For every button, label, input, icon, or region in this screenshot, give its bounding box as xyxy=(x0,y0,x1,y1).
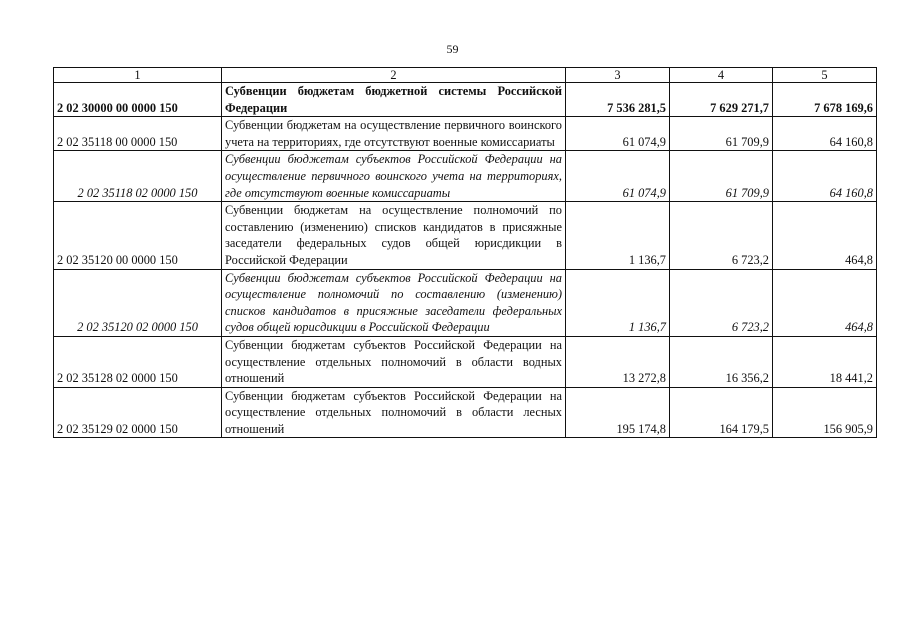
value-col4-cell: 61 709,9 xyxy=(670,117,773,151)
item-name-cell: Субвенции бюджетам на осуществление первичного воинского учета на территориях, где отсутствуют военные комиссариаты xyxy=(222,117,566,151)
column-header: 5 xyxy=(773,68,877,83)
value-col5-cell: 7 678 169,6 xyxy=(773,83,877,117)
item-name-cell: Субвенции бюджетам субъектов Российской Федерации на осуществление первичного воинского учета на территориях, где отсутствуют военные комиссариаты xyxy=(222,151,566,202)
budget-code-cell: 2 02 30000 00 0000 150 xyxy=(54,83,222,117)
column-header: 4 xyxy=(670,68,773,83)
value-col5-cell: 64 160,8 xyxy=(773,151,877,202)
value-col3-cell: 13 272,8 xyxy=(566,336,670,387)
budget-code-cell: 2 02 35129 02 0000 150 xyxy=(54,387,222,438)
table-row xyxy=(54,117,877,151)
column-header: 2 xyxy=(222,68,566,83)
value-col5-cell: 156 905,9 xyxy=(773,387,877,438)
value-col3-cell: 195 174,8 xyxy=(566,387,670,438)
budget-code-cell: 2 02 35128 02 0000 150 xyxy=(54,336,222,387)
table-row xyxy=(54,269,877,336)
header-row xyxy=(54,68,877,83)
value-col5-cell: 18 441,2 xyxy=(773,336,877,387)
value-col4-cell: 16 356,2 xyxy=(670,336,773,387)
value-col5-cell: 464,8 xyxy=(773,202,877,269)
value-col3-cell: 7 536 281,5 xyxy=(566,83,670,117)
value-col4-cell: 7 629 271,7 xyxy=(670,83,773,117)
budget-code-cell: 2 02 35120 02 0000 150 xyxy=(54,269,222,336)
table-row xyxy=(54,202,877,269)
budget-table xyxy=(53,67,877,438)
value-col4-cell: 6 723,2 xyxy=(670,202,773,269)
item-name-cell: Субвенции бюджетам на осуществление полномочий по составлению (изменению) списков кандидатов в присяжные заседатели федеральных судов общей юрисдикции в Российской Федерации xyxy=(222,202,566,269)
budget-code-cell: 2 02 35118 02 0000 150 xyxy=(54,151,222,202)
page-number: 59 xyxy=(446,42,459,56)
item-name-cell: Субвенции бюджетам субъектов Российской Федерации на осуществление полномочий по составлению (изменению) списков кандидатов в присяжные заседатели федеральных судов общей юрисдикции в Российской Федерации xyxy=(222,269,566,336)
item-name-cell: Субвенции бюджетам субъектов Российской Федерации на осуществление отдельных полномочий в области водных отношений xyxy=(222,336,566,387)
value-col5-cell: 64 160,8 xyxy=(773,117,877,151)
value-col3-cell: 61 074,9 xyxy=(566,117,670,151)
table-row xyxy=(54,336,877,387)
budget-code-cell: 2 02 35120 00 0000 150 xyxy=(54,202,222,269)
table-row xyxy=(54,387,877,438)
value-col5-cell: 464,8 xyxy=(773,269,877,336)
value-col4-cell: 164 179,5 xyxy=(670,387,773,438)
table-row xyxy=(54,83,877,117)
value-col3-cell: 1 136,7 xyxy=(566,202,670,269)
value-col4-cell: 61 709,9 xyxy=(670,151,773,202)
value-col3-cell: 61 074,9 xyxy=(566,151,670,202)
item-name-cell: Субвенции бюджетам бюджетной системы Российской Федерации xyxy=(222,83,566,117)
column-header: 1 xyxy=(54,68,222,83)
value-col4-cell: 6 723,2 xyxy=(670,269,773,336)
item-name-cell: Субвенции бюджетам субъектов Российской Федерации на осуществление отдельных полномочий в области лесных отношений xyxy=(222,387,566,438)
column-header: 3 xyxy=(566,68,670,83)
budget-code-cell: 2 02 35118 00 0000 150 xyxy=(54,117,222,151)
table-row xyxy=(54,151,877,202)
value-col3-cell: 1 136,7 xyxy=(566,269,670,336)
